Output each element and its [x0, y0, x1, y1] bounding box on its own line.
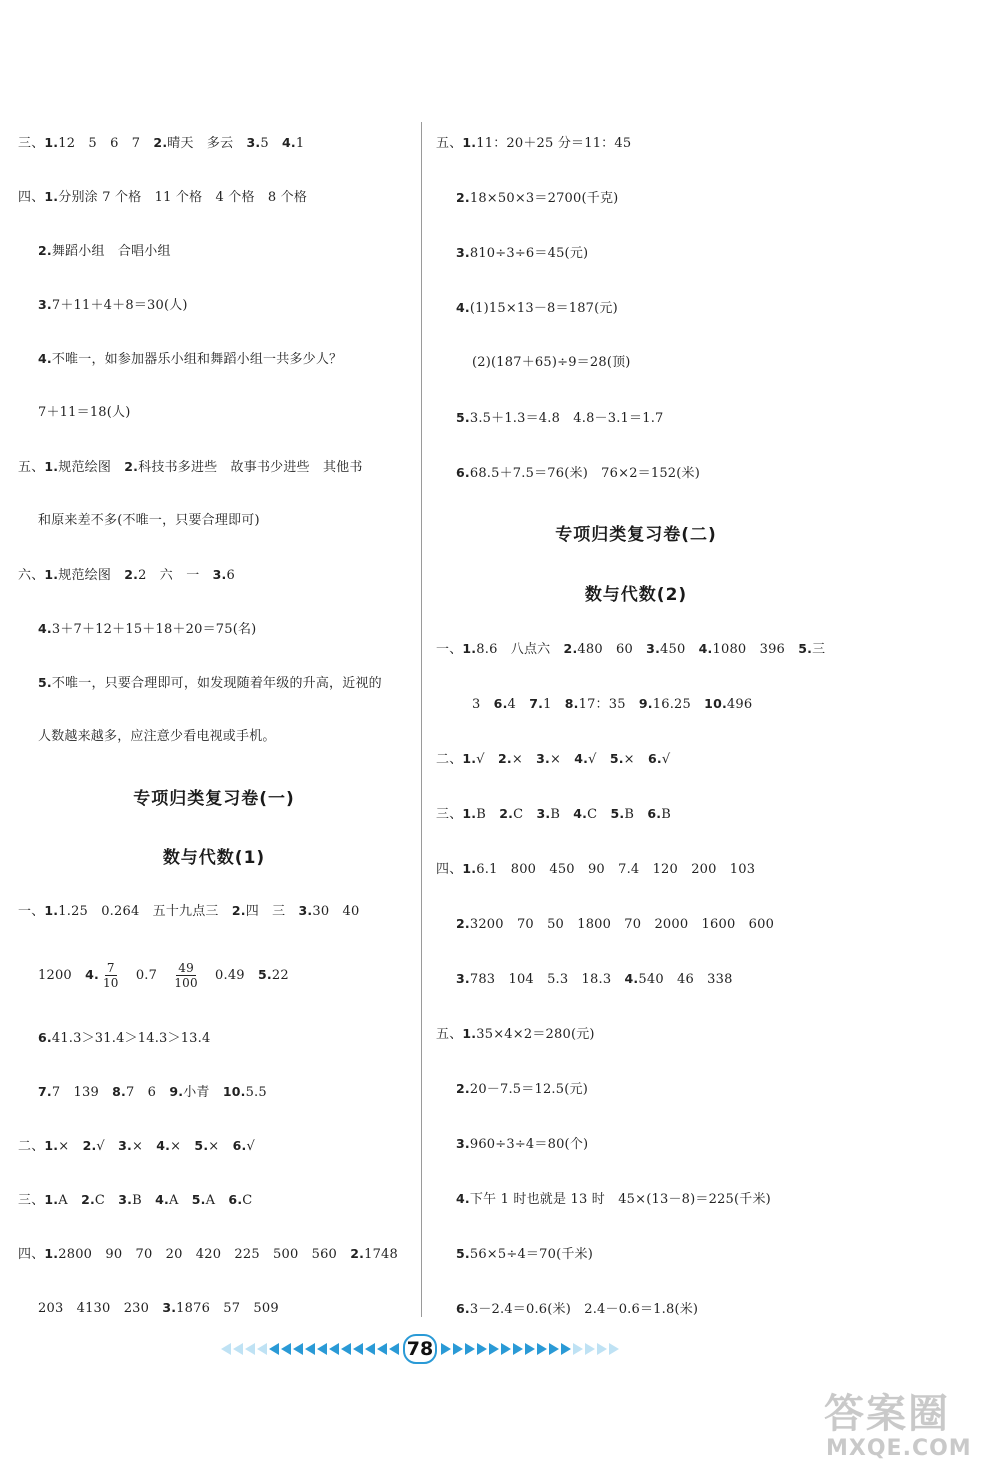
answer-line: 4.3＋7＋12＋15＋18＋20＝75(名) [38, 621, 257, 637]
answer-line: 和原来差不多(不唯一，只要合理即可) [38, 513, 260, 528]
answer-line: 6.41.3＞31.4＞14.3＞13.4 [38, 1030, 211, 1046]
answer-line: 六、1.规范绘图 2.2 六 一 3.6 [18, 567, 235, 583]
arrow-left-icon [269, 1343, 279, 1355]
answer-line: 五、1.35×4×2＝280(元) [436, 1026, 595, 1042]
arrow-left-icon [329, 1343, 339, 1355]
page-footer [100, 1334, 740, 1364]
watermark-logo [820, 1380, 995, 1470]
arrow-right-icon [585, 1343, 595, 1355]
answer-line: 二、1.× 2.√ 3.× 4.× 5.× 6.√ [18, 1138, 255, 1154]
arrow-left-icon [377, 1343, 387, 1355]
answer-line: 1200 4. $\frac{7}{10}$ 0.7 $\frac{49}{100}$ 0.49 5.22 [38, 961, 289, 990]
answer-line: 4.下午 1 时也就是 13 时 45×(13－8)＝225(千米) [456, 1191, 771, 1207]
answer-line: 三、1.B 2.C 3.B 4.C 5.B 6.B [436, 806, 671, 822]
answer-line: 2.20－7.5＝12.5(元) [456, 1081, 588, 1097]
right-arrow-strip [441, 1343, 619, 1355]
answer-line: 5.不唯一，只要合理即可，如发现随着年级的升高，近视的 [38, 675, 382, 691]
answer-line: (2)(187＋65)÷9＝28(顶) [472, 355, 631, 370]
arrow-right-icon [537, 1343, 547, 1355]
arrow-left-icon [281, 1343, 291, 1355]
arrow-left-icon [293, 1343, 303, 1355]
answer-line: 5.56×5÷4＝70(千米) [456, 1246, 594, 1262]
arrow-right-icon [489, 1343, 499, 1355]
section-subheading: 数与代数(2) [584, 585, 688, 605]
answer-line: 五、1.11：20＋25 分＝11：45 [436, 135, 632, 151]
arrow-left-icon [389, 1343, 399, 1355]
answer-line: 7＋11＝18(人) [38, 405, 131, 420]
answer-line: 4.(1)15×13－8＝187(元) [456, 300, 618, 316]
arrow-right-icon [441, 1343, 451, 1355]
arrow-left-icon [245, 1343, 255, 1355]
left-arrow-strip [221, 1343, 399, 1355]
arrow-right-icon [465, 1343, 475, 1355]
arrow-right-icon [525, 1343, 535, 1355]
answer-line: 7.7 139 8.7 6 9.小青 10.5.5 [38, 1084, 267, 1100]
arrow-right-icon [549, 1343, 559, 1355]
answer-line: 6.3－2.4＝0.6(米) 2.4－0.6＝1.8(米) [456, 1301, 699, 1317]
fraction: $\frac{49}{100}$ [174, 961, 198, 990]
arrow-right-icon [513, 1343, 523, 1355]
arrow-right-icon [609, 1343, 619, 1355]
arrow-right-icon [597, 1343, 607, 1355]
answer-line: 一、1.8.6 八点六 2.480 60 3.450 4.1080 396 5.三 [436, 641, 826, 657]
answer-line: 3.960÷3÷4＝80(个) [456, 1136, 589, 1152]
arrow-left-icon [365, 1343, 375, 1355]
column-divider [421, 122, 422, 1317]
arrow-right-icon [561, 1343, 571, 1355]
arrow-left-icon [317, 1343, 327, 1355]
answer-line: 2.18×50×3＝2700(千克) [456, 190, 619, 206]
arrow-left-icon [353, 1343, 363, 1355]
answer-line: 人数越来越多，应注意少看电视或手机。 [38, 729, 276, 744]
answer-line: 2.舞蹈小组 合唱小组 [38, 243, 171, 259]
answer-line: 二、1.√ 2.× 3.× 4.√ 5.× 6.√ [436, 751, 671, 767]
section-heading: 专项归类复习卷(二) [555, 525, 717, 545]
fraction: $\frac{7}{10}$ [102, 961, 119, 990]
watermark-text: 答案圈 [824, 1391, 950, 1437]
arrow-left-icon [305, 1343, 315, 1355]
answer-line: 四、1.分别涂 7 个格 11 个格 4 个格 8 个格 [18, 189, 308, 205]
arrow-right-icon [501, 1343, 511, 1355]
answer-line: 一、1.1.25 0.264 五十九点三 2.四 三 3.30 40 [18, 903, 360, 919]
answer-line: 5.3.5＋1.3＝4.8 4.8－3.1＝1.7 [456, 410, 664, 426]
arrow-left-icon [257, 1343, 267, 1355]
answer-line: 6.68.5＋7.5＝76(米) 76×2＝152(米) [456, 465, 701, 481]
watermark-url: MXQE.COM [826, 1436, 972, 1461]
section-heading: 专项归类复习卷(一) [133, 789, 295, 809]
answer-line: 四、1.2800 90 70 20 420 225 500 560 2.1748 [18, 1246, 398, 1262]
arrow-left-icon [221, 1343, 231, 1355]
answer-line: 3 6.4 7.1 8.17：35 9.16.25 10.496 [472, 696, 753, 712]
section-subheading: 数与代数(1) [162, 848, 266, 868]
arrow-right-icon [453, 1343, 463, 1355]
page-number: 78 [403, 1334, 437, 1364]
answer-line: 203 4130 230 3.1876 57 509 [38, 1300, 279, 1316]
arrow-left-icon [341, 1343, 351, 1355]
answer-line: 3.7＋11＋4＋8＝30(人) [38, 297, 188, 313]
answer-line: 四、1.6.1 800 450 90 7.4 120 200 103 [436, 861, 756, 877]
answer-line: 2.3200 70 50 1800 70 2000 1600 600 [456, 916, 775, 932]
arrow-right-icon [477, 1343, 487, 1355]
answer-line: 五、1.规范绘图 2.科技书多进些 故事书少进些 其他书 [18, 459, 363, 475]
answer-line: 三、1.12 5 6 7 2.晴天 多云 3.5 4.1 [18, 135, 305, 151]
answer-line: 三、1.A 2.C 3.B 4.A 5.A 6.C [18, 1192, 253, 1208]
answer-line: 3.783 104 5.3 18.3 4.540 46 338 [456, 971, 733, 987]
arrow-left-icon [233, 1343, 243, 1355]
arrow-right-icon [573, 1343, 583, 1355]
answer-line: 3.810÷3÷6＝45(元) [456, 245, 589, 261]
answer-line: 4.不唯一，如参加器乐小组和舞蹈小组一共多少人？ [38, 351, 343, 367]
